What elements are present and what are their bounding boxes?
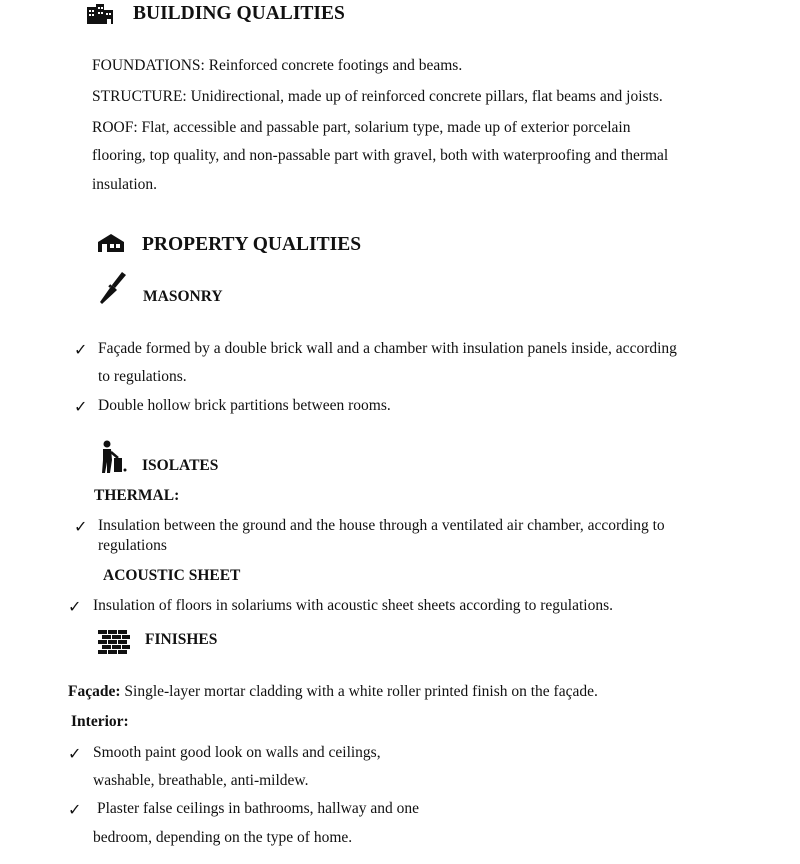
foundations-text: FOUNDATIONS: Reinforced concrete footings and beams. — [92, 57, 463, 74]
interior-check-1: ✓ — [68, 746, 82, 763]
worker-icon — [100, 440, 128, 474]
office-building-icon — [86, 4, 114, 24]
property-qualities-heading: PROPERTY QUALITIES — [142, 234, 362, 255]
facade-paragraph — [68, 683, 598, 701]
facade-text: Single-layer mortar cladding with a white roller printed finish on the façade. — [120, 683, 598, 700]
masonry-item-1-line-1: Façade formed by a double brick wall and a chamber with insulation panels inside, according — [98, 340, 677, 357]
thermal-item-line-2: regulations — [98, 537, 167, 554]
interior-item-1-line-2: washable, breathable, anti-mildew. — [93, 772, 309, 789]
interior-label: Interior: — [71, 713, 129, 730]
roof-text-line-2: flooring, top quality, and non-passable part with gravel, both with waterproofing and thermal — [92, 147, 669, 164]
masonry-check-2: ✓ — [74, 399, 88, 416]
interior-item-2-line-1: Plaster false ceilings in bathrooms, hallway and one — [97, 800, 419, 817]
brick-wall-icon — [98, 630, 130, 654]
facade-label: Façade: — [68, 683, 121, 700]
acoustic-check: ✓ — [68, 599, 82, 616]
roof-text-line-1: ROOF: Flat, accessible and passable part, solarium type, made up of exterior porcelain — [92, 119, 631, 136]
masonry-check-1: ✓ — [74, 342, 88, 359]
acoustic-sheet-heading: ACOUSTIC SHEET — [103, 567, 241, 584]
finishes-heading: FINISHES — [145, 631, 218, 648]
interior-item-1-line-1: Smooth paint good look on walls and ceilings, — [93, 744, 381, 761]
thermal-heading: THERMAL: — [94, 487, 180, 504]
thermal-item-line-1: Insulation between the ground and the house through a ventilated air chamber, according to — [98, 517, 665, 534]
acoustic-item: Insulation of floors in solariums with acoustic sheet sheets according to regulations. — [93, 597, 613, 614]
interior-check-2: ✓ — [68, 802, 82, 819]
building-qualities-heading: BUILDING QUALITIES — [133, 3, 345, 24]
roof-text-line-3: insulation. — [92, 176, 158, 193]
masonry-item-1-line-2: to regulations. — [98, 368, 187, 385]
thermal-check: ✓ — [74, 519, 88, 536]
structure-text: STRUCTURE: Unidirectional, made up of reinforced concrete pillars, flat beams and joists. — [92, 88, 663, 105]
masonry-heading: MASONRY — [143, 288, 223, 305]
isolates-heading: ISOLATES — [142, 457, 219, 474]
interior-item-2-line-2: bedroom, depending on the type of home. — [93, 829, 353, 846]
trowel-icon — [98, 271, 128, 305]
house-icon — [95, 233, 127, 253]
masonry-item-2: Double hollow brick partitions between rooms. — [98, 397, 391, 414]
